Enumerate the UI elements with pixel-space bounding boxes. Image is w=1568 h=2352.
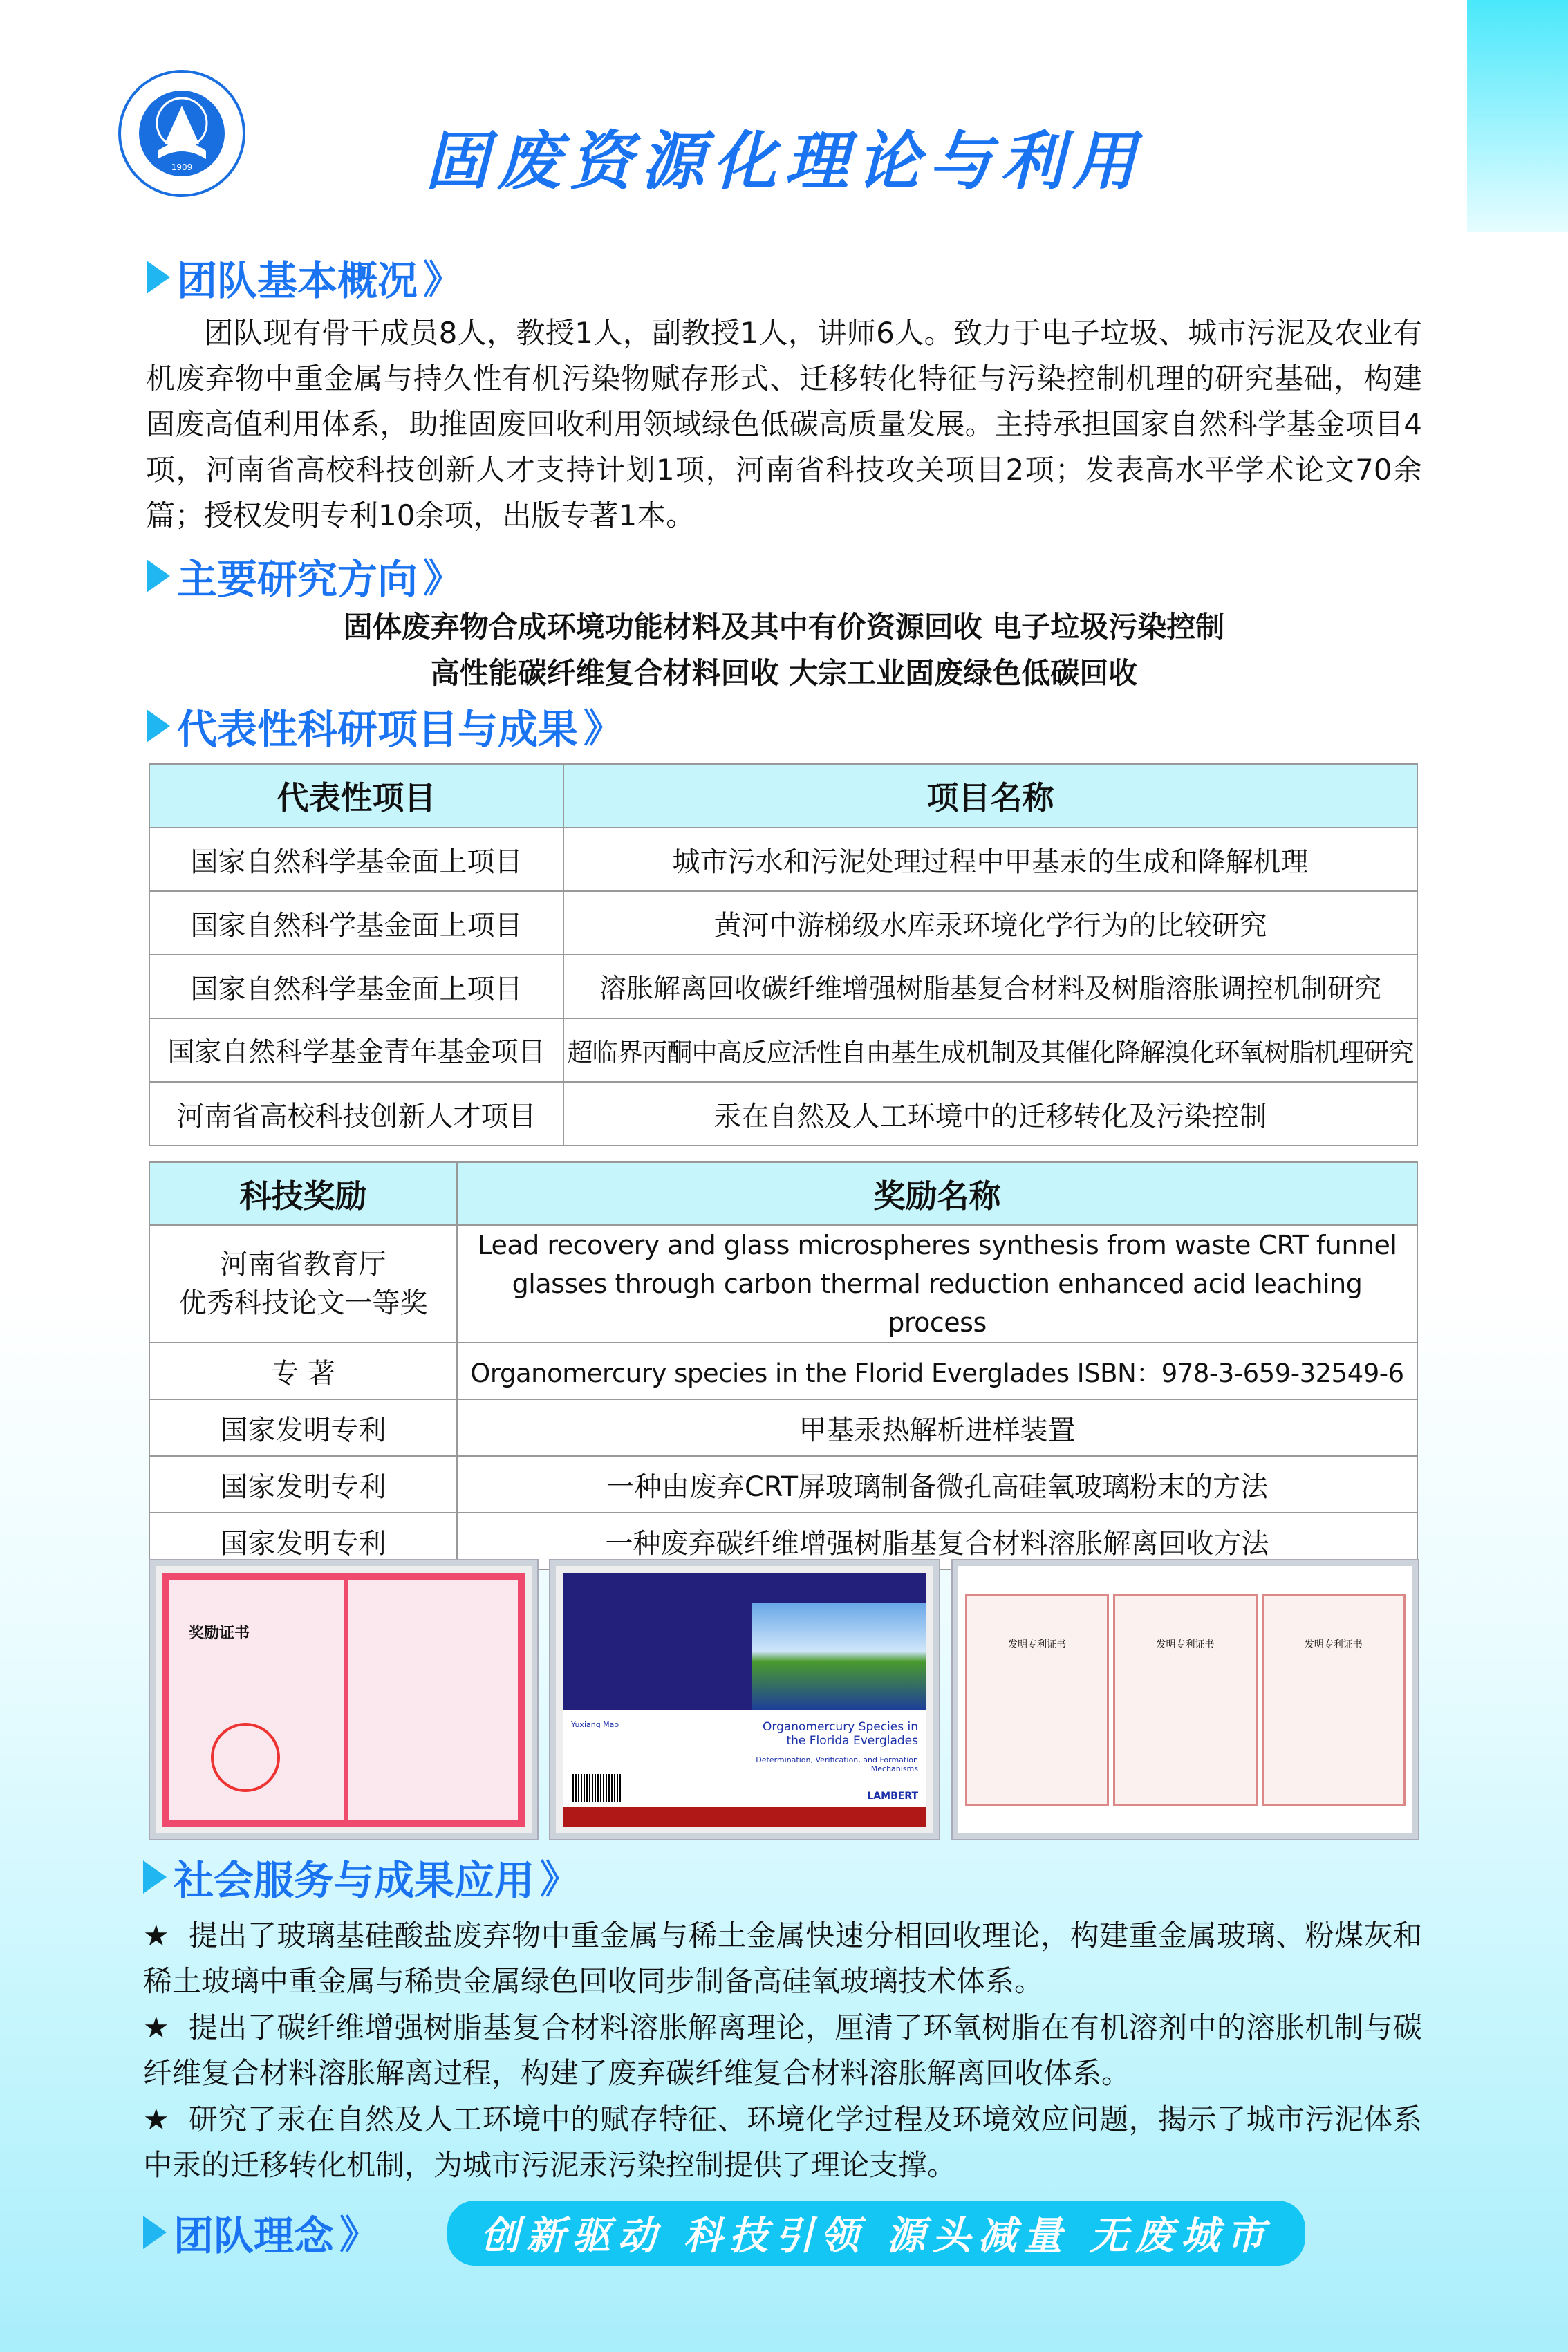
book-title: Organomercury Species in the Florida Everglades: [763, 1719, 918, 1748]
column-header: 科技奖励: [149, 1162, 457, 1225]
table-row: [149, 891, 1417, 955]
cell: 国家自然科学基金面上项目: [149, 891, 563, 955]
cell: 城市污水和污泥处理过程中甲基汞的生成和降解机理: [563, 828, 1417, 891]
chevron-icon: 》: [339, 2213, 379, 2258]
column-header: 项目名称: [563, 764, 1417, 828]
heading-text: 团队基本概况: [177, 257, 418, 304]
table-header-row: [149, 764, 1417, 828]
publisher-logo: LAMBERT: [867, 1791, 918, 1802]
cell: 国家自然科学基金面上项目: [149, 828, 563, 891]
awards-table: [149, 1161, 1418, 1570]
triangle-icon: [143, 2216, 167, 2249]
section-heading-service: [143, 1849, 579, 1905]
cell: 一种由废弃CRT屏玻璃制备微孔高硅氧玻璃粉末的方法: [457, 1456, 1417, 1513]
section-heading-overview: [147, 250, 462, 305]
certificate-title: 奖励证书: [189, 1625, 250, 1642]
research-line: 固体废弃物合成环境功能材料及其中有价资源回收 电子垃圾污染控制: [343, 610, 1225, 644]
table-row: [149, 1343, 1417, 1399]
cell: 国家自然科学基金面上项目: [149, 955, 563, 1018]
cell: 国家发明专利: [149, 1456, 457, 1513]
cell: Organomercury species in the Florid Everglades ISBN：978-3-659-32549-6: [457, 1343, 1417, 1399]
heading-text: 社会服务与成果应用: [174, 1857, 535, 1904]
research-directions: [146, 604, 1422, 696]
cell: 国家发明专利: [149, 1399, 457, 1456]
list-item: [143, 2097, 1422, 2188]
overview-text: 团队现有骨干成员8人，教授1人，副教授1人，讲师6人。致力于电子垃圾、城市污泥及农业有机废弃物中重金属与持久性有机污染物赋存形式、迁移转化特征与污染控制机理的研究基础，构建固废高值利用体系，助推固废回收利用领域绿色低碳高质量发展。主持承担国家自然科学基金项目4项，河南省高校科技创新人才支持计划1项，河南省科技攻关项目2项；发表高水平学术论文70余篇；授权发明专利10余项，出版专著1本。: [146, 316, 1422, 532]
book-subtitle: Determination, Verification, and Formation Mechanisms: [756, 1755, 918, 1774]
certificate: [162, 1573, 525, 1827]
logo-year: 1909: [171, 162, 193, 172]
seal-icon: [211, 1723, 280, 1792]
section-heading-philosophy: [143, 2205, 378, 2260]
cell: 溶胀解离回收碳纤维增强树脂基复合材料及树脂溶胀调控机制研究: [563, 955, 1417, 1018]
cell: 专 著: [149, 1343, 457, 1399]
item-text: 提出了玻璃基硅酸盐废弃物中重金属与稀土金属快速分相回收理论，构建重金属玻璃、粉煤灰和稀土玻璃中重金属与稀贵金属绿色回收同步制备高硅氧玻璃技术体系。: [143, 1919, 1422, 1998]
cell: 汞在自然及人工环境中的迁移转化及污染控制: [563, 1082, 1417, 1146]
page-title: 固废资源化理论与利用: [424, 124, 1144, 198]
list-item: [143, 1913, 1422, 2004]
triangle-icon: [147, 709, 170, 743]
column-header: 代表性项目: [149, 764, 563, 828]
section-heading-projects: [147, 698, 622, 754]
chevron-icon: 》: [584, 707, 623, 752]
cell: 超临界丙酮中高反应活性自由基生成机制及其催化降解溴化环氧树脂机理研究: [563, 1018, 1417, 1082]
patents: [965, 1594, 1406, 1806]
patent-title: 发明专利证书: [1113, 1594, 1257, 1806]
section-heading-research: [147, 548, 462, 604]
triangle-icon: [147, 559, 170, 592]
research-line: 高性能碳纤维复合材料回收 大宗工业固废绿色低碳回收: [430, 656, 1138, 690]
college-logo: [116, 68, 248, 199]
chevron-icon: 》: [540, 1858, 579, 1903]
overview-paragraph: [146, 310, 1422, 539]
slogan-banner: 创新驱动 科技引领 源头减量 无废城市: [447, 2201, 1305, 2266]
chevron-icon: 》: [423, 557, 463, 601]
book-cover-photo: [550, 1560, 939, 1839]
service-list: [143, 1913, 1422, 2189]
barcode-icon: [572, 1774, 621, 1802]
heading-text: 主要研究方向: [177, 556, 418, 603]
cell: 一种废弃碳纤维增强树脂基复合材料溶胀解离回收方法: [457, 1513, 1417, 1569]
table-row: [149, 1018, 1417, 1082]
projects-table: [149, 763, 1418, 1146]
triangle-icon: [147, 261, 170, 294]
cell: 黄河中游梯级水库汞环境化学行为的比较研究: [563, 891, 1417, 955]
table-header-row: [149, 1162, 1417, 1225]
list-item: [143, 2005, 1422, 2096]
table-row: [149, 1456, 1417, 1513]
column-header: 奖励名称: [457, 1162, 1417, 1225]
table-row: [149, 1225, 1417, 1343]
heading-text: 代表性科研项目与成果: [177, 706, 579, 753]
cell: 河南省高校科技创新人才项目: [149, 1082, 563, 1146]
cell: Lead recovery and glass microspheres synthesis from waste CRT funnel glasses through carbon thermal reduction enhanced acid leaching process: [457, 1225, 1417, 1343]
book-cover: [563, 1573, 926, 1827]
star-icon: ★: [143, 2010, 170, 2044]
triangle-icon: [143, 1860, 167, 1894]
star-icon: ★: [143, 1919, 170, 1952]
item-text: 提出了碳纤维增强树脂基复合材料溶胀解离理论，厘清了环氧树脂在有机溶剂中的溶胀机制与碳纤维复合材料溶胀解离过程，构建了废弃碳纤维复合材料溶胀解离回收体系。: [143, 2010, 1422, 2090]
patent-title: 发明专利证书: [1262, 1594, 1406, 1806]
star-icon: ★: [143, 2102, 170, 2136]
chevron-icon: 》: [423, 258, 463, 303]
award-certificate-photo: [150, 1560, 537, 1839]
table-row: [149, 828, 1417, 891]
table-row: [149, 955, 1417, 1018]
patent-certificates-photo: [953, 1560, 1418, 1839]
item-text: 研究了汞在自然及人工环境中的赋存特征、环境化学过程及环境效应问题，揭示了城市污泥体系中汞的迁移转化机制，为城市污泥汞污染控制提供了理论支撑。: [143, 2102, 1422, 2182]
heading-text: 团队理念: [174, 2212, 335, 2259]
cell: 国家发明专利: [149, 1513, 457, 1569]
cell: 国家自然科学基金青年基金项目: [149, 1018, 563, 1082]
book-author: Yuxiang Mao: [571, 1719, 619, 1729]
cell: 河南省教育厅 优秀科技论文一等奖: [149, 1225, 457, 1343]
patent-title: 发明专利证书: [965, 1594, 1109, 1806]
cell: 甲基汞热解析进样装置: [457, 1399, 1417, 1456]
table-row: [149, 1399, 1417, 1456]
decorative-strip: [1467, 0, 1568, 232]
table-row: [149, 1082, 1417, 1146]
